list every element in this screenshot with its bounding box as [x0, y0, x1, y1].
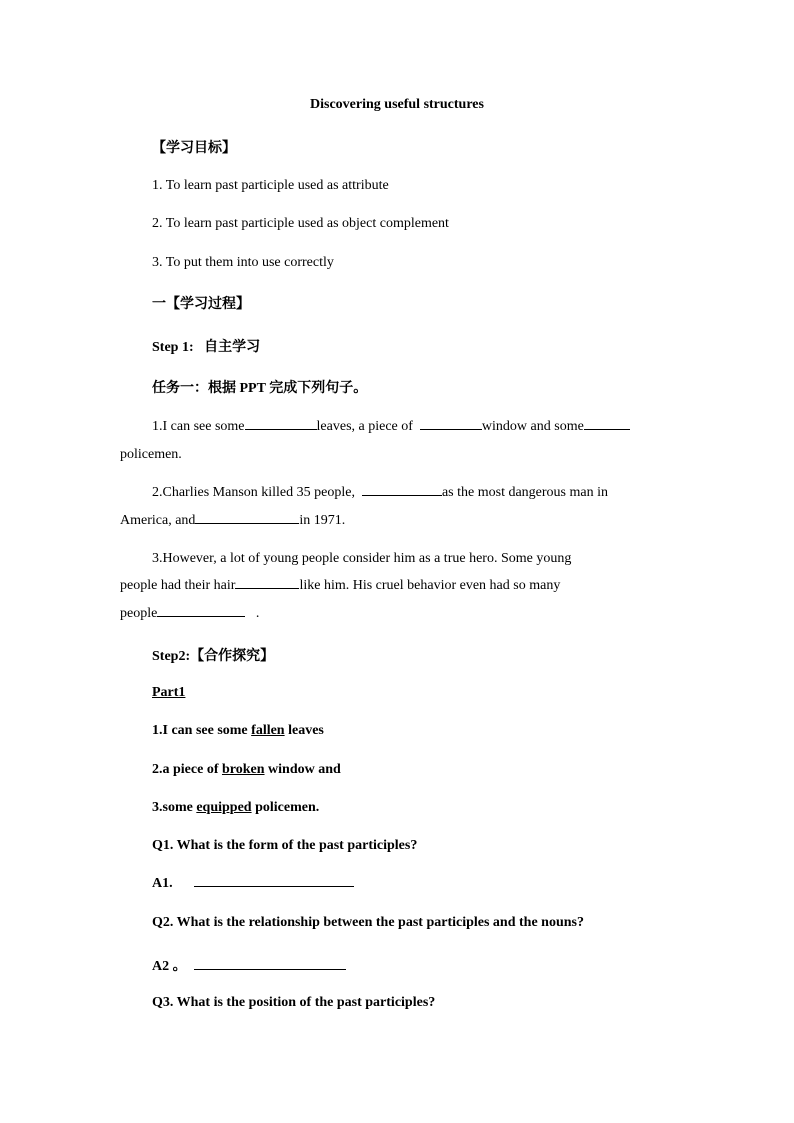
example-2-participle: broken — [221, 762, 265, 777]
sentence-1-line-1 — [152, 419, 630, 435]
answer-blank[interactable] — [362, 494, 442, 496]
step1-heading — [152, 336, 260, 356]
s3-text-b: people had their hair — [120, 578, 236, 593]
question-1: Q1. What is the form of the past participles? — [152, 838, 418, 853]
s2-text-b: as the most dangerous man in — [441, 485, 608, 500]
answer-2-row — [152, 955, 346, 975]
step2-label: Step2: — [152, 649, 191, 664]
example-1 — [152, 723, 324, 739]
sentence-3-line-3 — [120, 606, 259, 622]
answer-1-row — [152, 876, 354, 892]
page-title: Discovering useful structures — [310, 97, 484, 112]
answer-1-label: A1. — [152, 876, 173, 891]
objective-2: 2. To learn past participle used as object complement — [152, 216, 449, 231]
sentence-3-line-2 — [120, 578, 560, 594]
s2-text-d: in 1971. — [299, 513, 346, 528]
example-1-participle: fallen — [251, 723, 285, 738]
objective-3: 3. To put them into use correctly — [152, 255, 334, 270]
example-3-participle: equipped — [196, 800, 252, 815]
answer-blank[interactable] — [194, 885, 354, 887]
sentence-3-line-1: 3.However, a lot of young people consider him as a true hero. Some young — [152, 551, 572, 566]
answer-blank[interactable] — [245, 428, 317, 430]
example-2-text-a: 2.a piece of — [152, 762, 222, 777]
answer-2-label: A2 。 — [152, 959, 187, 974]
s2-text-a: 2.Charlies Manson killed 35 people, — [152, 485, 355, 500]
example-1-text-a: 1.I can see some — [152, 723, 252, 738]
s1-text-c: window and some — [481, 419, 584, 434]
step2-title: 【合作探究】 — [190, 649, 275, 664]
step2-heading — [152, 645, 274, 665]
s1-text-b: leaves, a piece of — [316, 419, 413, 434]
example-2-text-b: window and — [264, 762, 341, 777]
s3-text-e: . — [255, 606, 260, 621]
question-2: Q2. What is the relationship between the past participles and the nouns? — [152, 915, 584, 930]
task1-instruction: 任务一：根据 PPT 完成下列句子。 — [152, 381, 368, 396]
example-3-text-a: 3.some — [152, 800, 197, 815]
answer-blank[interactable] — [157, 615, 245, 617]
s1-text-a: 1.I can see some — [152, 419, 245, 434]
answer-blank[interactable] — [195, 522, 299, 524]
answer-blank[interactable] — [235, 587, 299, 589]
answer-blank[interactable] — [584, 428, 630, 430]
answer-blank[interactable] — [420, 428, 482, 430]
s2-text-c: America, and — [120, 513, 196, 528]
s3-text-c: like him. His cruel behavior even had so many — [299, 578, 561, 593]
question-3: Q3. What is the position of the past participles? — [152, 995, 436, 1010]
sentence-2-line-1 — [152, 485, 608, 501]
process-heading: 一【学习过程】 — [152, 297, 250, 312]
part1-heading: Part1 — [152, 685, 186, 700]
example-3-text-b: policemen. — [251, 800, 320, 815]
s3-text-d: people — [120, 606, 158, 621]
sentence-2-line-2 — [120, 513, 345, 529]
example-3 — [152, 800, 319, 816]
example-2 — [152, 762, 341, 778]
sentence-1-line-2: policemen. — [120, 447, 182, 462]
objective-1: 1. To learn past participle used as attribute — [152, 178, 389, 193]
step1-title: 自主学习 — [204, 340, 261, 355]
answer-blank[interactable] — [194, 968, 346, 970]
objectives-heading: 【学习目标】 — [152, 141, 236, 156]
example-1-text-b: leaves — [284, 723, 324, 738]
step1-label: Step 1: — [152, 340, 194, 355]
